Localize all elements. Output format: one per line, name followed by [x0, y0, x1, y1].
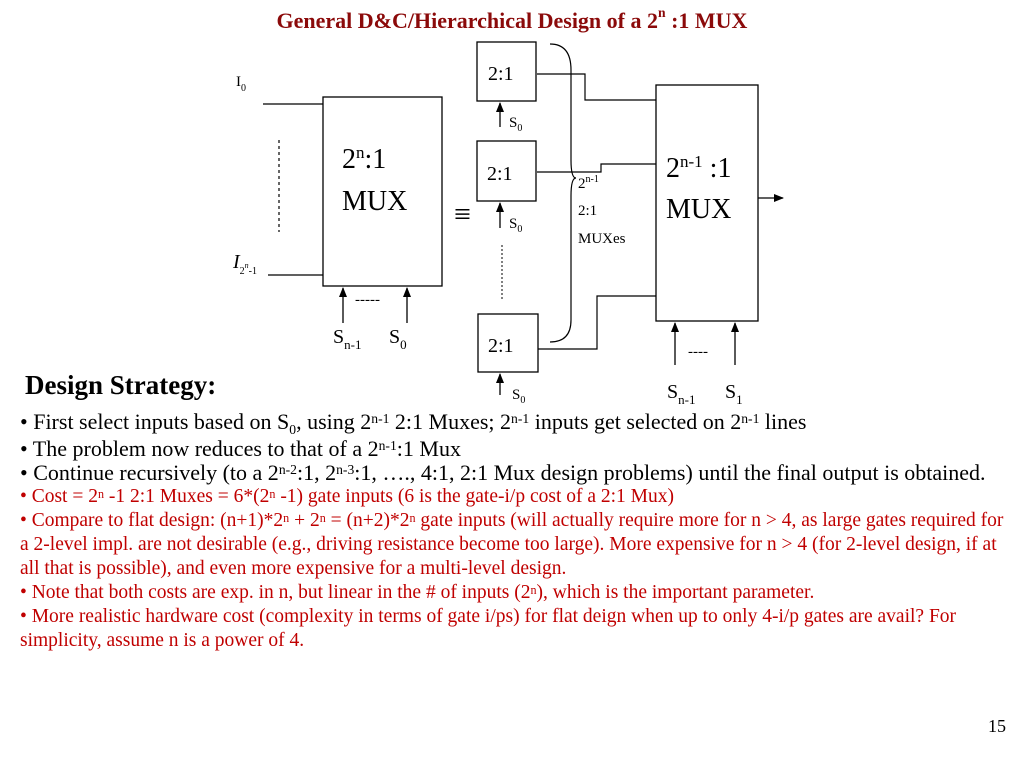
wire-top — [537, 74, 656, 100]
bullet-7: • More realistic hardware cost (complexity in terms of gate i/ps) for flat deign when up to only 4-i/p gates are avail? For simplicity, assume n is a power of 4. — [20, 606, 957, 651]
brace-label-line2: 2:1 — [578, 203, 598, 219]
left-mux-label-line2: MUX — [342, 186, 408, 217]
bullet-1: • First select inputs based on $S_0$, using 2$^{n-1}$ 2:1 Muxes; 2$^{n-1}$ inputs get selected on 2$^{n-1}$ lines — [20, 409, 807, 437]
right-mux-label-line2: MUX — [666, 194, 732, 225]
input-label-bottom: $I_2^n_{-1}$ — [233, 251, 258, 277]
small-select-label-1: $S_0$ — [509, 115, 523, 134]
small-mux-label-1: 2:1 — [488, 63, 514, 85]
bullet-5: • Compare to flat design: $(n+1)*2^n + 2^n = (n+2)*2^n$ gate inputs (will actually require more for n > 4, as large gates required for a 2-level impl. are not desirable (e.g., driving resistance become too large). More expensive for n > 4 (for 2-level design, if at all that is possible), and even more expensive for a multi-level design. — [20, 510, 1004, 579]
bullet-2: • The problem now reduces to that of a 2$^{n-1}$:1 Mux — [20, 436, 461, 461]
brace — [550, 44, 576, 342]
left-mux-label-line1: 2$^n$:1 — [342, 143, 387, 175]
input-label-top: $I_0$ — [236, 74, 246, 94]
small-mux-label-3: 2:1 — [488, 335, 514, 357]
brace-label-line3: MUXes — [578, 231, 626, 247]
right-select-label-low: $S_1$ — [725, 381, 743, 407]
left-select-label-high: $S_{n-1}$ — [333, 326, 362, 352]
brace-label-line1: 2$^{n-1}$ — [578, 174, 599, 192]
page-number: 15 — [988, 716, 1006, 736]
small-select-label-2: $S_0$ — [509, 216, 523, 235]
bullet-6: • Note that both costs are exp. in n, but linear in the # of inputs (2$^n$), which is the important parameter. — [20, 582, 815, 603]
right-select-label-high: $S_{n-1}$ — [667, 381, 696, 407]
bullet-3: • Continue recursively (to a 2$^{n-2}$:1, 2$^{n-3}$:1, …., 4:1, 2:1 Mux design problems) until the final output is obtained. — [20, 460, 986, 485]
right-select-dashes: ---- — [688, 344, 708, 360]
wire-middle — [537, 164, 656, 172]
bullet-list — [20, 410, 1005, 653]
equivalence-symbol: ≡ — [454, 198, 471, 231]
bullet-4: • Cost = $2^n$ -1 2:1 Muxes = $6*(2^n$ -1) gate inputs (6 is the gate-i/p cost of a 2:1 Mux) — [20, 486, 675, 507]
section-heading: Design Strategy: — [25, 370, 217, 400]
left-select-label-low: $S_0$ — [389, 326, 407, 352]
slide-title: General D&C/Hierarchical Design of a 2$^n$ :1 MUX — [276, 5, 748, 33]
small-select-label-3: $S_0$ — [512, 387, 526, 406]
left-select-dashes: ----- — [355, 292, 380, 308]
small-mux-label-2: 2:1 — [487, 163, 513, 185]
right-mux-label-line1: 2$^{n-1}$ :1 — [666, 152, 732, 184]
